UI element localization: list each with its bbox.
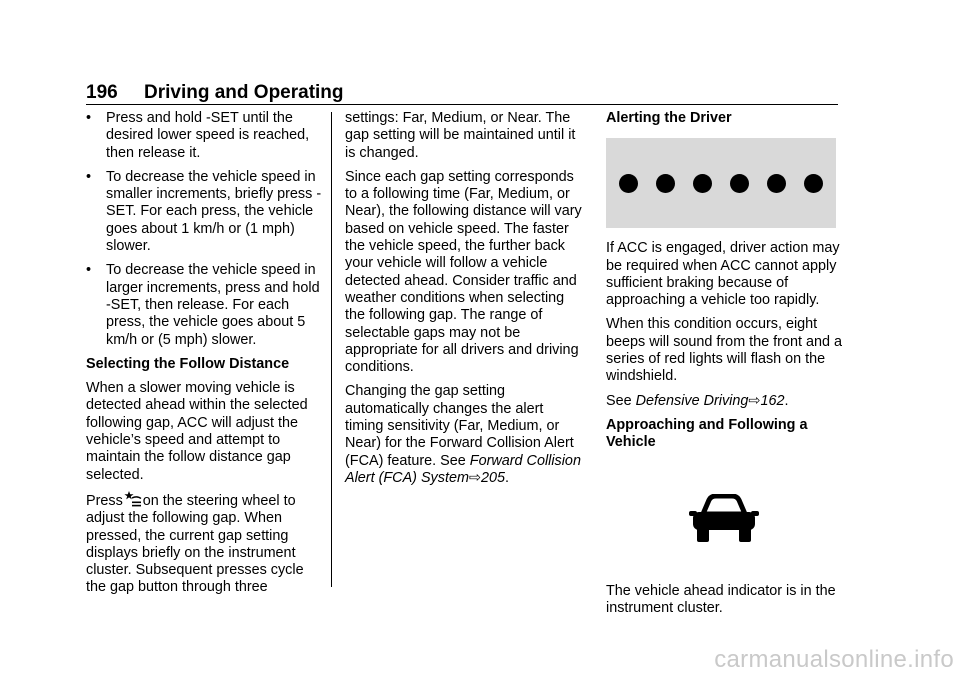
section-heading: Selecting the Follow Distance xyxy=(86,355,290,372)
bullet-glyph: • xyxy=(86,110,92,126)
page-number: 196 xyxy=(86,82,118,103)
gap-setting-icon xyxy=(124,491,142,508)
bullet-item xyxy=(86,110,326,162)
paragraph: When a slower moving vehicle is detected ahead within the selected following gap, ACC will adjust the vehicle’s speed and attempt to maintain the follow distance gap selected. xyxy=(86,380,308,483)
cross-reference-link[interactable]: Defensive Driving xyxy=(635,392,749,409)
bullet-glyph: • xyxy=(86,262,92,279)
red-light-icon xyxy=(730,174,749,193)
watermark: carmanualsonline.info xyxy=(714,646,954,673)
paragraph-text: Changing the gap setting automatically changes the alert timing sensitivity (Far, Medium, or Near) for the Forward Collision Alert (FCA) feature. See xyxy=(345,383,574,469)
column-3 xyxy=(606,110,842,624)
paragraph-text: . xyxy=(505,469,510,486)
paragraph: Since each gap setting corresponds to a following time (Far, Medium, or Near), the following distance will vary based on vehicle speed. The faster the vehicle speed, the further back your vehicle will follow a vehicle detected ahead. Consider traffic and weather conditions when selecting the following gap. The range of selectable gaps may not be appropriate for all drivers and driving conditions. xyxy=(345,168,582,376)
cross-reference-link[interactable]: Forward Collision Alert (FCA) System xyxy=(345,452,581,486)
paragraph: settings: Far, Medium, or Near. The gap setting will be maintained until it is changed. xyxy=(345,110,576,161)
column-divider xyxy=(331,112,332,587)
paragraph-text: . xyxy=(784,392,789,409)
page-title: Driving and Operating xyxy=(144,82,344,103)
windshield-red-lights-graphic xyxy=(606,138,836,228)
red-light-icon xyxy=(619,174,638,193)
section-heading: Approaching and Following a Vehicle xyxy=(606,416,808,451)
paragraph xyxy=(86,491,326,597)
cross-reference-page[interactable]: 162 xyxy=(760,392,785,409)
bullet-glyph: • xyxy=(86,168,92,185)
column-2 xyxy=(345,110,585,494)
page-reference-arrow-icon: ⇨ xyxy=(468,469,481,486)
header-rule xyxy=(86,104,838,105)
bullet-text: To decrease the vehicle speed in larger increments, press and hold -SET, then release. For each press, the vehicle goes about 5 km/h or (5 mph) slower. xyxy=(106,262,320,348)
red-light-icon xyxy=(656,174,675,193)
bullet-text: Press and hold -SET until the desired lower speed is reached, then release it. xyxy=(106,110,310,161)
bullet-item xyxy=(86,169,326,255)
bullet-text: To decrease the vehicle speed in smaller increments, briefly press -SET. For each press, the vehicle goes about 1 km/h or (1 mph) slower. xyxy=(106,168,322,255)
paragraph-text: Press xyxy=(86,492,123,509)
paragraph-text: on the steering wheel to adjust the following gap. When pressed, the current gap setting displays briefly on the instrument cluster. Subsequent presses cycle the gap button through three xyxy=(86,492,304,596)
paragraph-text: See xyxy=(606,392,636,409)
section-heading: Alerting the Driver xyxy=(606,110,732,126)
paragraph: When this condition occurs, eight beeps will sound from the front and a series of red lights will flash on the windshield. xyxy=(606,316,842,385)
paragraph xyxy=(606,393,842,410)
page-reference-arrow-icon: ⇨ xyxy=(748,392,761,409)
cross-reference-page[interactable]: 205 xyxy=(481,469,506,486)
vehicle-ahead-graphic xyxy=(606,459,842,579)
paragraph xyxy=(345,383,585,487)
column-1 xyxy=(86,110,326,604)
page-header xyxy=(86,82,344,104)
bullet-item xyxy=(86,262,326,348)
red-light-icon xyxy=(767,174,786,193)
red-light-icon xyxy=(693,174,712,193)
vehicle-ahead-indicator-icon xyxy=(689,494,759,544)
paragraph: The vehicle ahead indicator is in the instrument cluster. xyxy=(606,582,836,616)
paragraph: If ACC is engaged, driver action may be required when ACC cannot apply sufficient braking because of approaching a vehicle too rapidly. xyxy=(606,240,840,309)
red-light-icon xyxy=(804,174,823,193)
